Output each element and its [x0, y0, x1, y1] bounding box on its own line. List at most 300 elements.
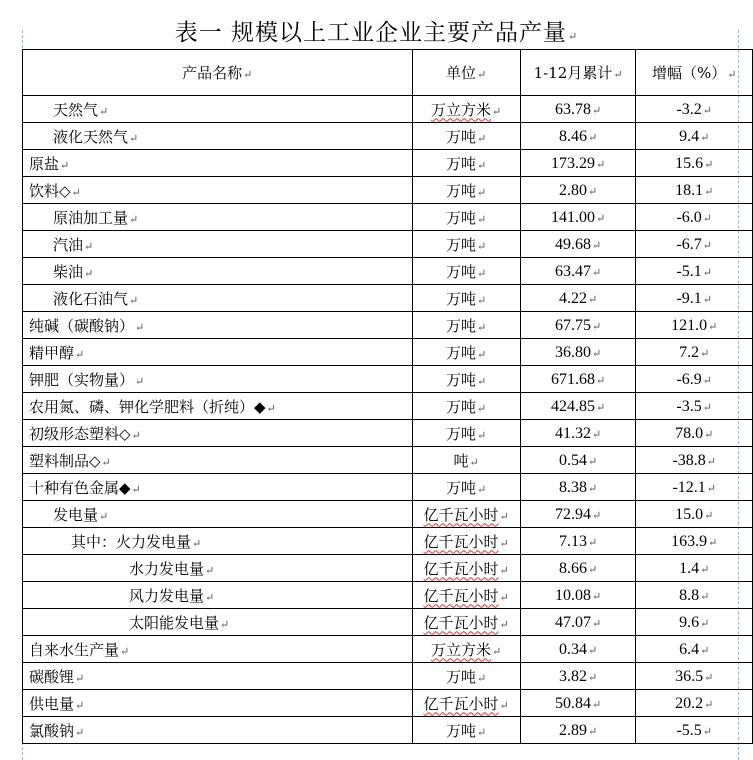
cumulative-value-cell-text: 50.84: [554, 694, 591, 712]
cumulative-value-cell: [520, 609, 636, 636]
unit-cell-text: 万吨: [446, 316, 477, 335]
table-title-text: 表一 规模以上工业企业主要产品产量: [174, 20, 568, 46]
paragraph-mark-icon: ↵: [704, 697, 714, 711]
paragraph-mark-icon: ↵: [704, 184, 714, 198]
unit-cell: [412, 339, 520, 366]
paragraph-mark-icon: ↵: [568, 30, 579, 43]
product-name-cell: [23, 312, 413, 339]
unit-cell: [412, 393, 520, 420]
table-row: [23, 96, 753, 123]
cumulative-value-cell-text: 141.00: [550, 208, 595, 226]
unit-cell-text: 亿千瓦小时: [423, 559, 499, 578]
cumulative-value-cell-text: 63.47: [554, 262, 591, 280]
paragraph-mark-icon: ↵: [702, 400, 712, 414]
product-name-cell: [23, 231, 413, 258]
paragraph-mark-icon: ↵: [499, 590, 509, 604]
paragraph-mark-icon: ↵: [700, 616, 710, 630]
paragraph-mark-icon: ↵: [84, 266, 94, 280]
cumulative-value-cell-text: 8.46: [558, 127, 587, 145]
growth-rate-cell: [636, 231, 753, 258]
unit-cell: [412, 96, 520, 123]
unit-cell-text: 亿千瓦小时: [423, 694, 499, 713]
table-row: [23, 663, 753, 690]
paragraph-mark-icon: ↵: [702, 238, 712, 252]
table-row: [23, 420, 753, 447]
growth-rate-cell-text: 78.0: [675, 424, 704, 442]
growth-rate-cell-text: -6.7: [676, 235, 702, 253]
growth-rate-cell: [636, 474, 753, 501]
unit-cell-text: 万吨: [446, 208, 477, 227]
table-row: [23, 231, 753, 258]
cumulative-value-cell-text: 0.34: [558, 640, 587, 658]
growth-rate-cell-text: -5.5: [676, 721, 702, 739]
paragraph-mark-icon: ↵: [704, 427, 714, 441]
unit-cell: [412, 717, 520, 744]
paragraph-mark-icon: ↵: [704, 508, 714, 522]
product-name-cell: [23, 528, 413, 555]
product-name-cell-text: 原盐: [29, 154, 60, 173]
table-row: [23, 285, 753, 312]
paragraph-mark-icon: ↵: [595, 373, 606, 387]
product-name-cell: [23, 609, 413, 636]
growth-rate-cell: [636, 204, 753, 231]
growth-rate-cell: [636, 690, 753, 717]
unit-cell: [412, 636, 520, 663]
paragraph-mark-icon: ↵: [587, 643, 598, 657]
paragraph-mark-icon: ↵: [477, 293, 487, 307]
product-name-cell: [23, 393, 413, 420]
product-name-cell-text: 纯碱（碳酸钠）: [29, 316, 135, 335]
growth-rate-cell-text: 15.0: [675, 505, 704, 523]
table-row: [23, 447, 753, 474]
cumulative-value-cell: [520, 150, 636, 177]
growth-rate-cell-text: -5.1: [676, 262, 702, 280]
growth-rate-cell: [636, 717, 753, 744]
paragraph-mark-icon: ↵: [477, 185, 487, 199]
unit-cell: [412, 447, 520, 474]
paragraph-mark-icon: ↵: [477, 320, 487, 334]
product-name-cell-text: 钾肥（实物量）: [29, 370, 135, 389]
table-row: [23, 636, 753, 663]
paragraph-mark-icon: ↵: [591, 589, 602, 603]
cumulative-value-cell-text: 7.13: [558, 532, 587, 550]
paragraph-mark-icon: ↵: [499, 509, 509, 523]
cumulative-value-cell-text: 49.68: [554, 235, 591, 253]
growth-rate-cell: [636, 393, 753, 420]
paragraph-mark-icon: ↵: [60, 158, 70, 172]
growth-rate-cell: [636, 258, 753, 285]
cumulative-value-cell: [520, 204, 636, 231]
table-row: [23, 123, 753, 150]
unit-cell-text: 吨: [453, 451, 469, 470]
cumulative-value-cell-text: 2.89: [558, 721, 587, 739]
cumulative-value-cell-text: 8.38: [558, 478, 587, 496]
unit-cell-text: 万吨: [446, 127, 477, 146]
paragraph-mark-icon: ↵: [587, 454, 598, 468]
unit-cell: [412, 123, 520, 150]
table-row: [23, 690, 753, 717]
cumulative-value-cell: [520, 339, 636, 366]
paragraph-mark-icon: ↵: [477, 266, 487, 280]
paragraph-mark-icon: ↵: [477, 158, 487, 172]
header-unit: 单位↵: [412, 50, 520, 96]
paragraph-mark-icon: ↵: [477, 374, 487, 388]
paragraph-mark-icon: ↵: [587, 292, 598, 306]
cumulative-value-cell-text: 72.94: [554, 505, 591, 523]
cumulative-value-cell-text: 173.29: [550, 154, 595, 172]
growth-rate-cell-text: 9.4: [679, 127, 700, 145]
unit-cell: [412, 150, 520, 177]
paragraph-mark-icon: ↵: [129, 293, 139, 307]
paragraph-mark-icon: ↵: [702, 211, 712, 225]
growth-rate-cell-text: 20.2: [675, 694, 704, 712]
unit-cell: [412, 663, 520, 690]
paragraph-mark-icon: ↵: [499, 563, 509, 577]
unit-cell-text: 万吨: [446, 370, 477, 389]
product-name-cell: [23, 420, 413, 447]
paragraph-mark-icon: ↵: [700, 346, 710, 360]
product-name-cell: [23, 366, 413, 393]
unit-cell-text: 万吨: [446, 478, 477, 497]
table-row: [23, 609, 753, 636]
paragraph-mark-icon: ↵: [587, 535, 598, 549]
product-name-cell-text: 氯酸钠: [29, 721, 75, 740]
growth-rate-cell-text: -3.2: [676, 100, 702, 118]
growth-rate-cell-text: -3.5: [676, 397, 702, 415]
paragraph-mark-icon: ↵: [135, 320, 145, 334]
paragraph-mark-icon: ↵: [591, 427, 602, 441]
paragraph-mark-icon: ↵: [129, 212, 139, 226]
paragraph-mark-icon: ↵: [702, 373, 712, 387]
paragraph-mark-icon: ↵: [591, 616, 602, 630]
product-name-cell: [23, 501, 413, 528]
table-row: [23, 204, 753, 231]
growth-rate-cell-text: 8.8: [679, 586, 700, 604]
product-name-cell: [23, 177, 413, 204]
product-name-cell: [23, 636, 413, 663]
paragraph-mark-icon: ↵: [469, 455, 479, 469]
unit-cell: [412, 258, 520, 285]
growth-rate-cell: [636, 555, 753, 582]
paragraph-mark-icon: ↵: [477, 401, 487, 415]
paragraph-mark-icon: ↵: [71, 185, 81, 199]
cumulative-value-cell: [520, 285, 636, 312]
growth-rate-cell: [636, 663, 753, 690]
product-name-cell-text: 天然气: [53, 100, 99, 119]
unit-cell: [412, 420, 520, 447]
growth-rate-cell-text: 15.6: [675, 154, 704, 172]
unit-cell: [412, 204, 520, 231]
table-row: [23, 312, 753, 339]
paragraph-mark-icon: ↵: [702, 292, 712, 306]
product-name-cell: [23, 474, 413, 501]
unit-cell-text: 万吨: [446, 424, 477, 443]
product-name-cell-text: 十种有色金属◆: [29, 478, 131, 497]
paragraph-mark-icon: ↵: [499, 698, 509, 712]
table-row: [23, 528, 753, 555]
paragraph-mark-icon: ↵: [587, 562, 598, 576]
table-row: [23, 366, 753, 393]
cumulative-value-cell: [520, 231, 636, 258]
paragraph-mark-icon: ↵: [75, 725, 85, 739]
cumulative-value-cell: [520, 636, 636, 663]
cumulative-value-cell: [520, 420, 636, 447]
growth-rate-cell-text: -12.1: [672, 478, 706, 496]
unit-cell-text: 万吨: [446, 154, 477, 173]
product-name-cell-text: 碳酸锂: [29, 667, 75, 686]
unit-cell: [412, 312, 520, 339]
product-name-cell-text: 汽油: [53, 235, 84, 254]
table-row: [23, 717, 753, 744]
growth-rate-cell: [636, 420, 753, 447]
growth-rate-cell-text: 163.9: [671, 532, 708, 550]
paragraph-mark-icon: ↵: [591, 697, 602, 711]
paragraph-mark-icon: ↵: [591, 265, 602, 279]
header-row: [23, 50, 753, 96]
paragraph-mark-icon: ↵: [477, 671, 487, 685]
unit-cell-text: 万吨: [446, 262, 477, 281]
cumulative-value-cell: [520, 501, 636, 528]
unit-cell-text: 万立方米: [431, 640, 492, 659]
paragraph-mark-icon: ↵: [702, 265, 712, 279]
paragraph-mark-icon: ↵: [477, 347, 487, 361]
paragraph-mark-icon: ↵: [704, 670, 714, 684]
paragraph-mark-icon: ↵: [477, 725, 487, 739]
cumulative-value-cell: [520, 663, 636, 690]
cumulative-value-cell: [520, 528, 636, 555]
unit-cell-text: 万吨: [446, 667, 477, 686]
cumulative-value-cell-text: 0.54: [558, 451, 587, 469]
product-name-cell: [23, 258, 413, 285]
product-name-cell-text: 液化天然气: [53, 127, 129, 146]
unit-cell: [412, 474, 520, 501]
paragraph-mark-icon: ↵: [700, 589, 710, 603]
product-name-cell-text: 柴油: [53, 262, 84, 281]
paragraph-mark-icon: ↵: [700, 130, 710, 144]
paragraph-mark-icon: ↵: [700, 562, 710, 576]
product-name-cell-text: 风力发电量: [129, 586, 205, 605]
unit-cell-text: 亿千瓦小时: [423, 586, 499, 605]
unit-cell: [412, 177, 520, 204]
paragraph-mark-icon: ↵: [704, 157, 714, 171]
paragraph-mark-icon: ↵: [192, 536, 202, 550]
cumulative-value-cell-text: 8.66: [558, 559, 587, 577]
product-name-cell-text: 供电量: [29, 694, 75, 713]
paragraph-mark-icon: ↵: [205, 590, 215, 604]
table-row: [23, 555, 753, 582]
growth-rate-cell-text: 121.0: [671, 316, 708, 334]
cumulative-value-cell: [520, 123, 636, 150]
paragraph-mark-icon: ↵: [587, 481, 598, 495]
product-name-cell-text: 自来水生产量: [29, 640, 120, 659]
cumulative-value-cell-text: 4.22: [558, 289, 587, 307]
table-row: [23, 501, 753, 528]
cumulative-value-cell: [520, 690, 636, 717]
growth-rate-cell-text: 1.4: [679, 559, 700, 577]
unit-cell-text: 万吨: [446, 235, 477, 254]
table-title: [0, 14, 753, 47]
table-row: [23, 582, 753, 609]
paragraph-mark-icon: ↵: [587, 184, 598, 198]
paragraph-mark-icon: ↵: [591, 508, 602, 522]
cumulative-value-cell: [520, 177, 636, 204]
growth-rate-cell: [636, 285, 753, 312]
product-name-cell: [23, 690, 413, 717]
unit-cell: [412, 285, 520, 312]
header-growth: 增幅（%）↵: [636, 50, 753, 96]
product-name-cell: [23, 582, 413, 609]
growth-rate-cell: [636, 528, 753, 555]
paragraph-mark-icon: ↵: [129, 131, 139, 145]
growth-rate-cell: [636, 339, 753, 366]
growth-rate-cell-text: -6.9: [676, 370, 702, 388]
cumulative-value-cell: [520, 366, 636, 393]
product-name-cell-text: 水力发电量: [129, 559, 205, 578]
cumulative-value-cell: [520, 447, 636, 474]
growth-rate-cell: [636, 447, 753, 474]
product-name-cell-text: 液化石油气: [53, 289, 129, 308]
product-name-cell-text: 原油加工量: [53, 208, 129, 227]
cumulative-value-cell-text: 3.82: [558, 667, 587, 685]
growth-rate-cell: [636, 609, 753, 636]
product-name-cell-text: 饮料◇: [29, 181, 71, 200]
product-output-table: [22, 49, 753, 744]
table-row: [23, 339, 753, 366]
paragraph-mark-icon: ↵: [99, 104, 109, 118]
cumulative-value-cell-text: 67.75: [554, 316, 591, 334]
cumulative-value-cell: [520, 474, 636, 501]
cumulative-value-cell-text: 671.68: [550, 370, 595, 388]
product-name-cell-text: 其中：火力发电量: [71, 532, 192, 551]
product-name-cell: [23, 96, 413, 123]
cumulative-value-cell: [520, 393, 636, 420]
cumulative-value-cell: [520, 555, 636, 582]
unit-cell-text: 万立方米: [431, 100, 492, 119]
paragraph-mark-icon: ↵: [75, 347, 85, 361]
product-name-cell: [23, 447, 413, 474]
cumulative-value-cell: [520, 582, 636, 609]
product-name-cell-text: 农用氮、磷、钾化学肥料（折纯）◆: [29, 397, 266, 416]
unit-cell-text: 万吨: [446, 343, 477, 362]
product-name-cell-text: 精甲醇: [29, 343, 75, 362]
unit-cell-text: 万吨: [446, 397, 477, 416]
paragraph-mark-icon: ↵: [706, 481, 716, 495]
unit-cell-text: 亿千瓦小时: [423, 532, 499, 551]
paragraph-mark-icon: ↵: [591, 103, 602, 117]
cumulative-value-cell-text: 47.07: [554, 613, 591, 631]
table-row: [23, 474, 753, 501]
cumulative-value-cell: [520, 717, 636, 744]
growth-rate-cell: [636, 582, 753, 609]
growth-rate-cell-text: 18.1: [675, 181, 704, 199]
paragraph-mark-icon: ↵: [587, 130, 598, 144]
cumulative-value-cell: [520, 312, 636, 339]
cumulative-value-cell-text: 41.32: [554, 424, 591, 442]
paragraph-mark-icon: ↵: [75, 698, 85, 712]
header-product-name: 产品名称↵: [23, 50, 413, 96]
cumulative-value-cell-text: 63.78: [554, 100, 591, 118]
cumulative-value-cell-text: 424.85: [550, 397, 595, 415]
product-name-cell: [23, 123, 413, 150]
unit-cell: [412, 528, 520, 555]
growth-rate-cell: [636, 96, 753, 123]
paragraph-mark-icon: ↵: [702, 724, 712, 738]
product-name-cell-text: 发电量: [53, 505, 99, 524]
table-row: [23, 150, 753, 177]
growth-rate-cell: [636, 150, 753, 177]
growth-rate-cell-text: -38.8: [672, 451, 706, 469]
paragraph-mark-icon: ↵: [135, 374, 145, 388]
paragraph-mark-icon: ↵: [75, 671, 85, 685]
product-name-cell-text: 塑料制品◇: [29, 451, 101, 470]
paragraph-mark-icon: ↵: [591, 346, 602, 360]
unit-cell-text: 亿千瓦小时: [423, 505, 499, 524]
paragraph-mark-icon: ↵: [220, 617, 230, 631]
product-name-cell: [23, 663, 413, 690]
product-name-cell: [23, 204, 413, 231]
paragraph-mark-icon: ↵: [700, 643, 710, 657]
product-name-cell: [23, 285, 413, 312]
growth-rate-cell-text: 7.2: [679, 343, 700, 361]
growth-rate-cell-text: -9.1: [676, 289, 702, 307]
paragraph-mark-icon: ↵: [702, 103, 712, 117]
growth-rate-cell: [636, 501, 753, 528]
header-cumulative: 1-12月累计↵: [520, 50, 636, 96]
product-name-cell: [23, 150, 413, 177]
paragraph-mark-icon: ↵: [131, 428, 141, 442]
unit-cell: [412, 690, 520, 717]
table-row: [23, 393, 753, 420]
growth-rate-cell-text: -6.0: [676, 208, 702, 226]
paragraph-mark-icon: ↵: [587, 724, 598, 738]
product-name-cell-text: 太阳能发电量: [129, 613, 220, 632]
unit-cell-text: 万吨: [446, 289, 477, 308]
paragraph-mark-icon: ↵: [708, 319, 718, 333]
growth-rate-cell-text: 6.4: [679, 640, 700, 658]
table-row: [23, 258, 753, 285]
paragraph-mark-icon: ↵: [84, 239, 94, 253]
cumulative-value-cell: [520, 96, 636, 123]
cumulative-value-cell: [520, 258, 636, 285]
product-name-cell: [23, 339, 413, 366]
paragraph-mark-icon: ↵: [266, 401, 276, 415]
unit-cell-text: 万吨: [446, 181, 477, 200]
growth-rate-cell: [636, 366, 753, 393]
cumulative-value-cell-text: 10.08: [554, 586, 591, 604]
unit-cell-text: 万吨: [446, 721, 477, 740]
unit-cell: [412, 609, 520, 636]
paragraph-mark-icon: ↵: [99, 509, 109, 523]
unit-cell: [412, 366, 520, 393]
growth-rate-cell-text: 36.5: [675, 667, 704, 685]
paragraph-mark-icon: ↵: [499, 536, 509, 550]
unit-cell-text: 亿千瓦小时: [423, 613, 499, 632]
paragraph-mark-icon: ↵: [708, 535, 718, 549]
growth-rate-cell-text: 9.6: [679, 613, 700, 631]
unit-cell: [412, 582, 520, 609]
growth-rate-cell: [636, 636, 753, 663]
paragraph-mark-icon: ↵: [131, 482, 141, 496]
paragraph-mark-icon: ↵: [492, 644, 502, 658]
unit-cell: [412, 555, 520, 582]
paragraph-mark-icon: ↵: [477, 131, 487, 145]
product-name-cell: [23, 555, 413, 582]
paragraph-mark-icon: ↵: [595, 400, 606, 414]
paragraph-mark-icon: ↵: [587, 670, 598, 684]
table-row: [23, 177, 753, 204]
growth-rate-cell: [636, 177, 753, 204]
unit-cell: [412, 231, 520, 258]
